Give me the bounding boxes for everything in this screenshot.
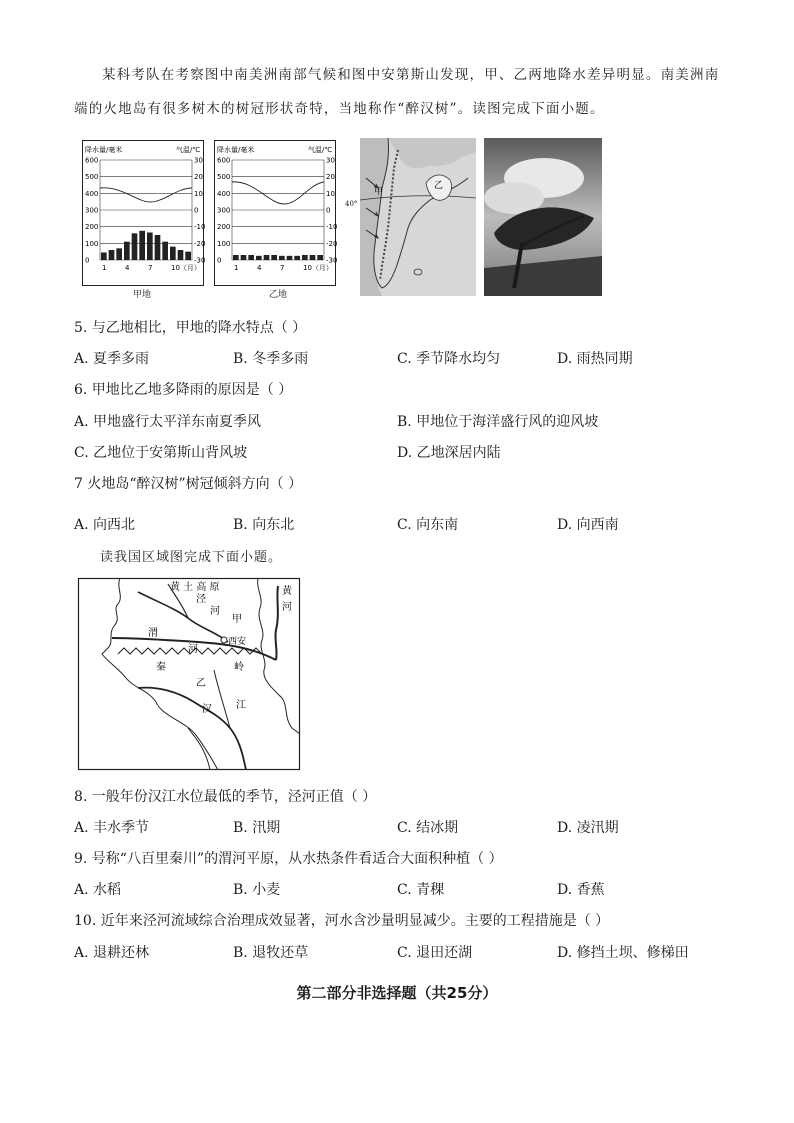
yi-left-tick: 400 bbox=[217, 189, 231, 198]
jia-caption: 甲地 bbox=[133, 290, 152, 300]
q7-option-c[interactable]: C. 向东南 bbox=[397, 517, 459, 533]
jia-precip-bar bbox=[124, 242, 130, 260]
jia-precip-bar bbox=[170, 247, 176, 260]
region-map-intro: 读我国区域图完成下面小题。 bbox=[100, 550, 283, 565]
sa-label-yi: 乙 bbox=[434, 181, 444, 191]
jia-temperature-curve bbox=[100, 188, 192, 202]
question-9-stem: 9. 号称“八百里秦川”的渭河平原，从水热条件看适合大面积种植（ ） bbox=[74, 851, 503, 867]
jia-left-tick: 500 bbox=[85, 173, 99, 182]
map-label-wei-2: 河 bbox=[188, 644, 198, 655]
map-label-jiang: 江 bbox=[236, 700, 246, 711]
jia-precip-bar bbox=[139, 231, 145, 260]
map-label-plateau: 黄 土 高 原 bbox=[170, 582, 220, 593]
yi-right-tick: -30 bbox=[326, 256, 338, 265]
yi-precip-bar bbox=[256, 256, 262, 260]
jia-left-tick: 100 bbox=[85, 239, 99, 248]
drunken-tree-photo bbox=[484, 138, 602, 296]
climate-chart-jia bbox=[82, 140, 204, 286]
jia-left-axis-label: 降水量/毫米 bbox=[85, 146, 123, 154]
intro-paragraph: 某科考队在考察图中南美洲南部气候和图中安第斯山发现，甲、乙两地降水差异明显。南美洲南端的火地岛有很多树木的树冠形状奇特，当地称作“醉汉树”。读图完成下面小题。 bbox=[74, 67, 720, 117]
jia-left-tick: 200 bbox=[85, 223, 99, 232]
yi-precip-bar bbox=[248, 255, 254, 260]
question-5-stem: 5. 与乙地相比，甲地的降水特点（ ） bbox=[74, 320, 307, 336]
jia-left-tick: 600 bbox=[85, 156, 99, 165]
jia-precip-bar bbox=[147, 233, 153, 261]
map-label-jing-2: 河 bbox=[210, 606, 220, 617]
yi-right-tick: 10 bbox=[326, 189, 335, 198]
q10-option-a[interactable]: A. 退耕还林 bbox=[74, 945, 150, 961]
yi-left-tick: 0 bbox=[217, 256, 222, 265]
jia-precip-bar bbox=[178, 250, 184, 260]
map-label-yi: 乙 bbox=[196, 678, 206, 689]
jia-precip-bar bbox=[109, 250, 115, 260]
jia-left-tick: 400 bbox=[85, 189, 99, 198]
jia-precip-bar bbox=[101, 253, 107, 261]
q8-option-d[interactable]: D. 凌汛期 bbox=[557, 820, 619, 836]
yi-precip-bar bbox=[241, 255, 247, 260]
yi-right-tick: 30 bbox=[326, 156, 335, 165]
jia-left-tick: 0 bbox=[85, 256, 90, 265]
q8-option-a[interactable]: A. 丰水季节 bbox=[74, 820, 150, 836]
map-label-ling: 岭 bbox=[234, 662, 244, 673]
q7-option-d[interactable]: D. 向西南 bbox=[557, 517, 619, 533]
q10-option-d[interactable]: D. 修挡土坝、修梯田 bbox=[557, 945, 689, 961]
q7-option-a[interactable]: A. 向西北 bbox=[74, 517, 136, 533]
jia-left-tick: 300 bbox=[85, 206, 99, 215]
jia-right-tick: 30 bbox=[194, 156, 203, 165]
yi-left-tick: 300 bbox=[217, 206, 231, 215]
jia-right-axis-label: 气温/℃ bbox=[176, 146, 201, 154]
yi-precip-bar bbox=[310, 255, 316, 260]
map-label-xian: 西安 bbox=[228, 637, 247, 647]
jia-x-tick: 4 bbox=[125, 264, 130, 272]
yi-temperature-curve bbox=[232, 182, 324, 204]
q5-option-c[interactable]: C. 季节降水均匀 bbox=[397, 351, 501, 367]
jia-right-tick: -10 bbox=[194, 223, 206, 232]
jia-right-tick: 10 bbox=[194, 189, 203, 198]
map-label-qin: 秦 bbox=[156, 662, 166, 673]
yi-x-tick: 4 bbox=[257, 264, 262, 272]
q9-option-b[interactable]: B. 小麦 bbox=[233, 882, 281, 898]
yi-precip-bar bbox=[264, 255, 270, 260]
jia-precip-bar bbox=[162, 242, 168, 260]
yi-left-tick: 600 bbox=[217, 156, 231, 165]
yi-precip-bar bbox=[302, 255, 308, 260]
yi-precip-bar bbox=[279, 256, 285, 260]
question-10-stem: 10. 近年来泾河流域综合治理成效显著，河水含沙量明显减少。主要的工程措施是（ ） bbox=[74, 913, 610, 929]
map-label-han: 汉 bbox=[202, 704, 212, 715]
jia-right-tick: -20 bbox=[194, 239, 206, 248]
yi-precip-bar bbox=[233, 255, 239, 260]
jia-x-tick: 7 bbox=[148, 264, 153, 272]
yi-x-tick: 10（月） bbox=[303, 264, 333, 272]
yi-left-tick: 500 bbox=[217, 173, 231, 182]
question-6-stem: 6. 甲地比乙地多降雨的原因是（ ） bbox=[74, 382, 293, 398]
map-label-huanghe-1: 黄 bbox=[282, 586, 292, 597]
jia-precip-bar bbox=[132, 233, 138, 260]
q9-option-c[interactable]: C. 青稞 bbox=[397, 882, 445, 898]
q5-option-b[interactable]: B. 冬季多雨 bbox=[233, 351, 309, 367]
yi-right-tick: 20 bbox=[326, 173, 335, 182]
q6-option-c[interactable]: C. 乙地位于安第斯山背风坡 bbox=[74, 445, 248, 461]
china-region-map bbox=[78, 578, 300, 770]
section-title: 第二部分非选择题（共25分） bbox=[296, 984, 498, 1002]
jia-x-tick: 10（月） bbox=[171, 264, 201, 272]
q10-option-b[interactable]: B. 退牧还草 bbox=[233, 945, 309, 961]
question-8-stem: 8. 一般年份汉江水位最低的季节，泾河正值（ ） bbox=[74, 789, 377, 805]
question-7-stem: 7 火地岛“醉汉树”树冠倾斜方向（ ） bbox=[74, 476, 303, 492]
yi-caption: 乙地 bbox=[269, 290, 288, 300]
yi-left-tick: 100 bbox=[217, 239, 231, 248]
jia-x-tick: 1 bbox=[102, 264, 107, 272]
q8-option-b[interactable]: B. 汛期 bbox=[233, 820, 281, 836]
map-label-wei-1: 渭 bbox=[148, 628, 158, 639]
map-label-jing-1: 泾 bbox=[196, 594, 206, 605]
map-label-huanghe-2: 河 bbox=[282, 602, 292, 613]
q6-option-a[interactable]: A. 甲地盛行太平洋东南夏季风 bbox=[74, 414, 262, 430]
jia-precip-bar bbox=[185, 252, 191, 260]
q5-option-a[interactable]: A. 夏季多雨 bbox=[74, 351, 150, 367]
q9-option-a[interactable]: A. 水稻 bbox=[74, 882, 122, 898]
yi-precip-bar bbox=[317, 255, 323, 260]
yi-right-axis-label: 气温/℃ bbox=[308, 146, 333, 154]
jia-right-tick: 0 bbox=[194, 206, 199, 215]
sa-lat-label: 40° bbox=[345, 200, 358, 208]
yi-left-axis-label: 降水量/毫米 bbox=[217, 146, 255, 154]
yi-x-tick: 7 bbox=[280, 264, 285, 272]
yi-precip-bar bbox=[271, 255, 277, 260]
sa-label-jia: 甲 bbox=[374, 187, 384, 197]
yi-precip-bar bbox=[287, 256, 293, 260]
yi-x-tick: 1 bbox=[234, 264, 239, 272]
jia-precip-bar bbox=[116, 248, 122, 260]
q6-option-d[interactable]: D. 乙地深居内陆 bbox=[397, 445, 501, 461]
q8-option-c[interactable]: C. 结冰期 bbox=[397, 820, 459, 836]
yi-right-tick: -20 bbox=[326, 239, 338, 248]
q9-option-d[interactable]: D. 香蕉 bbox=[557, 882, 605, 898]
yi-right-tick: -10 bbox=[326, 223, 338, 232]
q6-option-b[interactable]: B. 甲地位于海洋盛行风的迎风坡 bbox=[397, 414, 599, 430]
climate-chart-yi bbox=[214, 140, 336, 286]
jia-right-tick: -30 bbox=[194, 256, 206, 265]
jia-precip-bar bbox=[155, 235, 161, 260]
q10-option-c[interactable]: C. 退田还湖 bbox=[397, 945, 473, 961]
map-label-jia: 甲 bbox=[232, 614, 242, 625]
q7-option-b[interactable]: B. 向东北 bbox=[233, 517, 295, 533]
south-america-map bbox=[360, 138, 476, 296]
jia-right-tick: 20 bbox=[194, 173, 203, 182]
q5-option-d[interactable]: D. 雨热同期 bbox=[557, 351, 633, 367]
yi-left-tick: 200 bbox=[217, 223, 231, 232]
yi-precip-bar bbox=[294, 256, 300, 260]
yi-right-tick: 0 bbox=[326, 206, 331, 215]
